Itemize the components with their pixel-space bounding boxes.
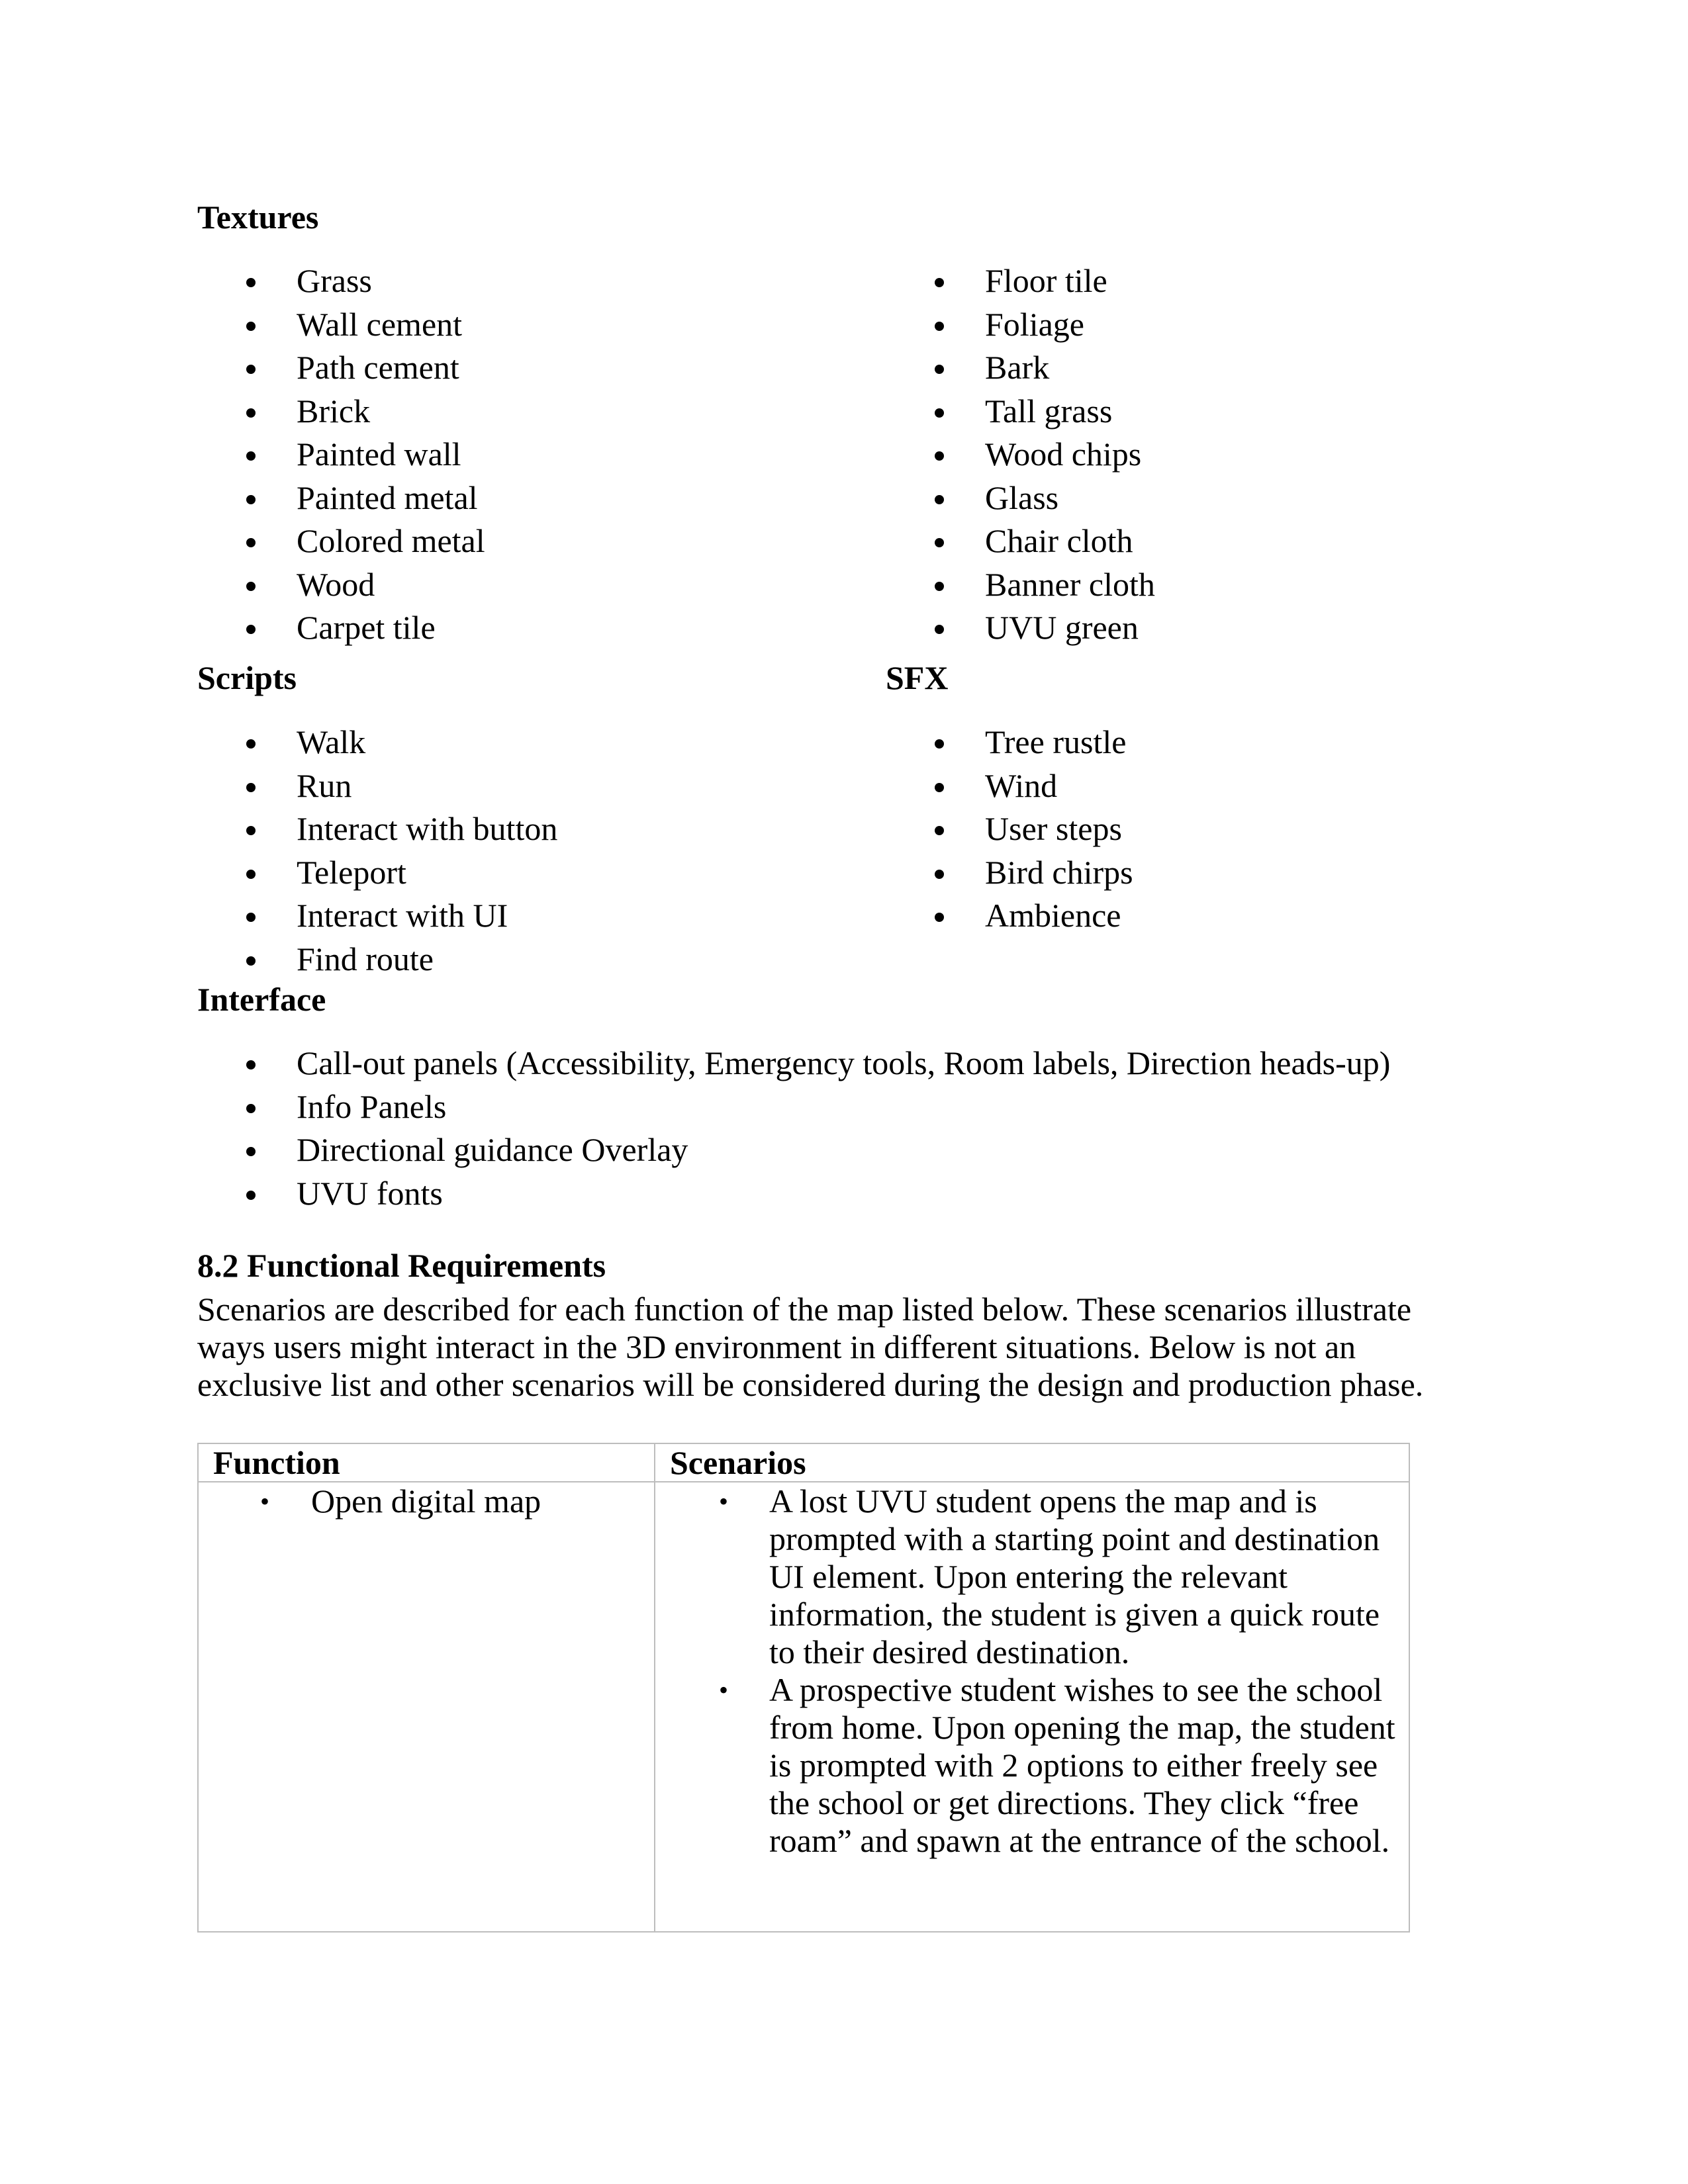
interface-heading: Interface: [197, 981, 326, 1018]
requirements-table: [197, 1443, 1410, 1933]
textures-list-left: [197, 259, 485, 650]
list-item: Wood: [197, 563, 485, 607]
function-text: Open digital map: [311, 1482, 541, 1520]
scenarios-column-header: Scenarios: [655, 1443, 1409, 1482]
list-item: UVU green: [886, 606, 1155, 650]
scenario-text: A prospective student wishes to see the school from home. Upon opening the map, the student is prompted with 2 options to either freely see the school or get directions. They click “free roam” and spawn at the entrance of the school.: [769, 1671, 1395, 1859]
list-item: Banner cloth: [886, 563, 1155, 607]
list-item: Ambience: [886, 894, 1133, 938]
function-cell: [198, 1482, 655, 1932]
list-item: Carpet tile: [197, 606, 485, 650]
list-item: Info Panels: [197, 1085, 1390, 1129]
scenarios-cell: [655, 1482, 1409, 1932]
list-item: Tall grass: [886, 390, 1155, 433]
bullet: •: [260, 1486, 270, 1516]
list-item: Floor tile: [886, 259, 1155, 303]
list-item: Painted metal: [197, 477, 485, 520]
list-item: Interact with UI: [197, 894, 557, 938]
list-item: [655, 1671, 1409, 1860]
function-column-header: Function: [198, 1443, 655, 1482]
bullet: •: [719, 1675, 729, 1705]
list-item: Run: [197, 764, 557, 808]
list-item: Glass: [886, 477, 1155, 520]
list-item: Interact with button: [197, 807, 557, 851]
list-item: Directional guidance Overlay: [197, 1128, 1390, 1172]
list-item: Teleport: [197, 851, 557, 895]
scenario-text: A lost UVU student opens the map and is prompted with a starting point and destination UI element. Upon entering the relevant information, the student is given a quick route to their desired destination.: [769, 1482, 1380, 1670]
list-item: Painted wall: [197, 433, 485, 477]
list-item: Bird chirps: [886, 851, 1133, 895]
list-item: Tree rustle: [886, 721, 1133, 764]
list-item: Call-out panels (Accessibility, Emergency tools, Room labels, Direction heads-up): [197, 1042, 1390, 1085]
list-item: Bark: [886, 346, 1155, 390]
interface-list: [197, 1042, 1390, 1215]
list-item: Chair cloth: [886, 520, 1155, 563]
table-row: [198, 1482, 1409, 1932]
textures-heading: Textures: [197, 199, 319, 236]
scripts-list: [197, 721, 557, 981]
list-item: [655, 1482, 1409, 1671]
table-header-row: [198, 1443, 1409, 1482]
textures-list-right: [886, 259, 1155, 650]
list-item: Brick: [197, 390, 485, 433]
list-item: Path cement: [197, 346, 485, 390]
list-item: Wind: [886, 764, 1133, 808]
list-item: Find route: [197, 938, 557, 981]
list-item: Colored metal: [197, 520, 485, 563]
list-item: [199, 1482, 654, 1520]
functional-requirements-intro: Scenarios are described for each function of the map listed below. These scenarios illustrate ways users might interact in the 3D environment in different situations. Below is not an exclusive list and other scenarios will be considered during the design and production phase.: [197, 1291, 1424, 1403]
scripts-heading: Scripts: [197, 659, 297, 696]
list-item: Grass: [197, 259, 485, 303]
list-item: UVU fonts: [197, 1172, 1390, 1216]
sfx-heading: SFX: [886, 659, 949, 696]
list-item: Wood chips: [886, 433, 1155, 477]
list-item: Wall cement: [197, 303, 485, 347]
functional-requirements-heading: 8.2 Functional Requirements: [197, 1247, 606, 1284]
list-item: User steps: [886, 807, 1133, 851]
bullet: •: [719, 1486, 729, 1516]
list-item: Foliage: [886, 303, 1155, 347]
sfx-list: [886, 721, 1133, 938]
list-item: Walk: [197, 721, 557, 764]
